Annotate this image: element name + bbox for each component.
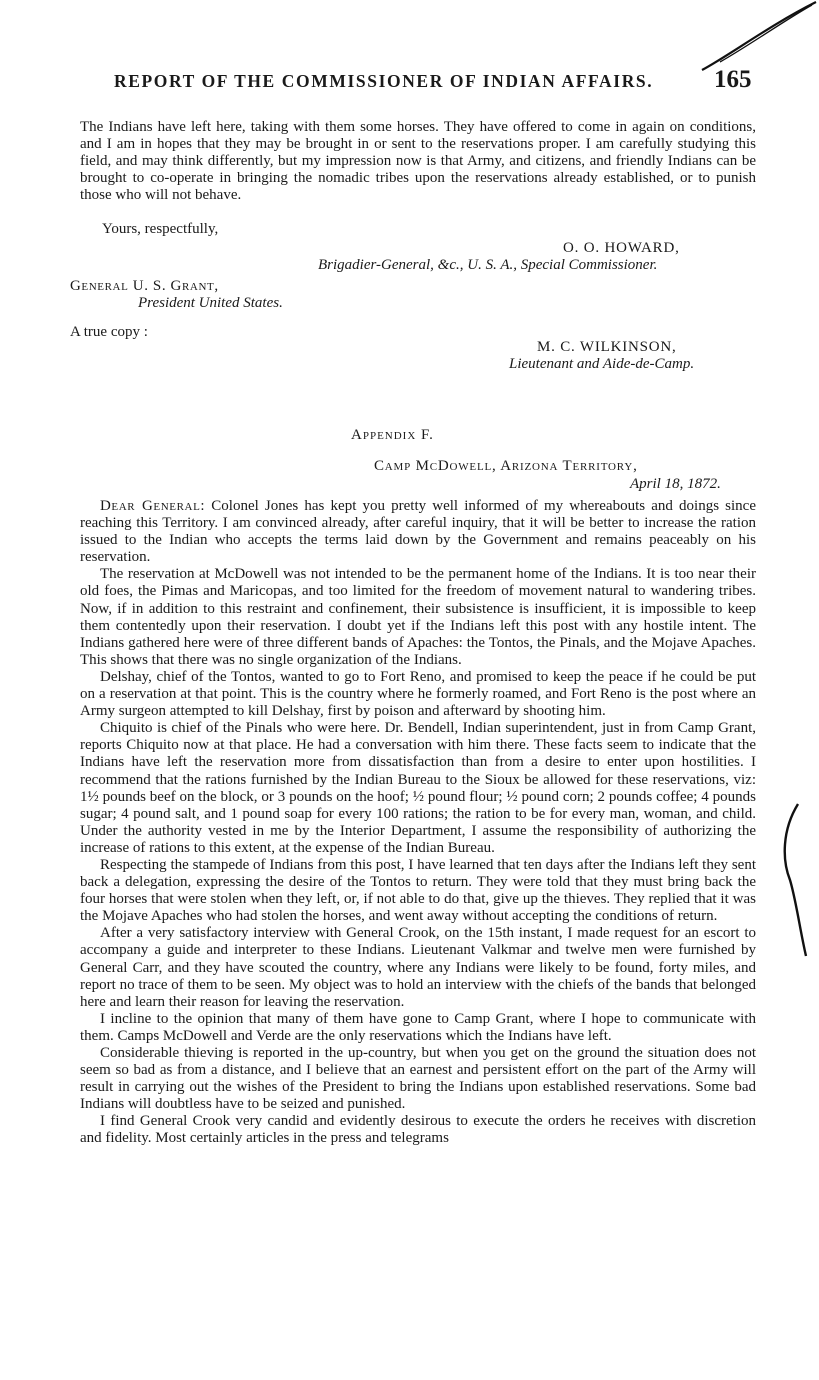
paragraph: I incline to the opinion that many of them have gone to Camp Grant, where I hope to communicate with them. Camps McDowell and Verde are the only reservations which the Indians have left. — [80, 1010, 756, 1044]
addressee-title: President United States. — [138, 295, 283, 311]
salutation: Dear General: — [100, 498, 206, 514]
appendix-letter-body — [80, 498, 756, 1148]
true-copy-label: A true copy : — [70, 324, 148, 340]
signer-name: O. O. HOWARD, — [563, 240, 680, 256]
paragraph: Delshay, chief of the Tontos, wanted to go to Fort Reno, and promised to keep the peace if he could be put on a reservation at that point. This is the country where he formerly roamed, and Fort Reno is the post where an Army surgeon attempted to kill Delshay, first by poison and afterward by shooting him. — [80, 668, 756, 720]
copy-signer-name: M. C. WILKINSON, — [537, 339, 677, 355]
paragraph: Chiquito is chief of the Pinals who were here. Dr. Bendell, Indian superintendent, just in from Camp Grant, reports Chiquito now at that place. He had a conversation with him there. These facts seem to indicate that the Indians have left the reservation more from dissatisfaction than from a desire to enter upon hostilities. I recommend that the rations furnished by the Indian Bureau to the Sioux be allowed for these reservations, viz: 1½ pounds beef on the block, or 3 pounds on the hoof; ½ pound flour; ½ pound corn; 2 pounds coffee; 4 pounds sugar; 4 pound salt, and 1 pound soap for every 100 rations; the ration to be for every man, woman, and child. Under the authority vested in me by the Interior Department, I assume the responsibility of authorizing the increase of rations to this extent, at the expense of the Indian Bureau. — [80, 720, 756, 856]
header-title: REPORT OF THE COMMISSIONER OF INDIAN AFFAIRS. — [114, 71, 654, 91]
signer-title: Brigadier-General, &c., U. S. A., Special Commissioner. — [318, 257, 658, 273]
letter-closing-paragraph: The Indians have left here, taking with them some horses. They have offered to come in again on conditions, and I am in hopes that they may be brought in or sent to the reservations proper. I am carefully studying this field, and may think differently, but my impression now is that Army, and citizens, and friendly Indians can be brought to co-operate in bringing the nomadic tribes upon the reservations already established, or to punish those who will not behave. — [80, 119, 756, 203]
letter-closing-paragraph-block — [80, 119, 756, 204]
page-number: 165 — [714, 66, 752, 93]
paragraph: After a very satisfactory interview with General Crook, on the 15th instant, I made request for an escort to accompany a guide and interpreter to these Indians. Lieutenant Valkmar and twelve men were furnished by General Carr, and they have scouted the country, where any Indians were likely to be found, forty miles, and report no trace of them to be seen. My object was to hold an interview with the chiefs of the bands that belonged here and learn their reason for leaving the reservation. — [80, 925, 756, 1010]
paragraph: The reservation at McDowell was not intended to be the permanent home of the Indians. It is too near their old foes, the Pimas and Maricopas, and too limited for the freedom of movement natural to wandering tribes. Now, if in addition to this restraint and confinement, their subsistence is insufficient, it is impossible to keep them contentedly upon their reservation. I doubt yet if the Indians left this post with any hostile intent. The Indians gathered here were of three different bands of Apaches: the Tontos, the Pinals, and the Mojave Apaches. This shows that there was no single organization of the Indians. — [80, 566, 756, 668]
appendix-heading: Appendix F. — [351, 427, 434, 443]
letter-date: April 18, 1872. — [630, 476, 721, 492]
paragraph: Dear General: Colonel Jones has kept you pretty well informed of my whereabouts and doings since reaching this Territory. I am convinced already, after careful inquiry, that it will be better to increase the ration issued to the Indian who accepts the terms laid down by the Government and remains peaceably on his reservation. — [80, 498, 756, 566]
addressee-name: General U. S. Grant, — [70, 278, 219, 294]
margin-bracket-mark — [776, 800, 816, 960]
letter-place: Camp McDowell, Arizona Territory, — [374, 458, 638, 474]
paragraph: I find General Crook very candid and evidently desirous to execute the orders he receives with discretion and fidelity. Most certainly articles in the press and telegrams — [80, 1113, 756, 1147]
page-header — [114, 64, 766, 100]
closing-salutation: Yours, respectfully, — [102, 221, 219, 237]
copy-signer-title: Lieutenant and Aide-de-Camp. — [509, 356, 695, 372]
paragraph: Considerable thieving is reported in the up-country, but when you get on the ground the situation does not seem so bad as from a distance, and I believe that an earnest and persistent effort on the part of the Army will result in carrying out the wishes of the President to bring the Indians upon established reservations. Some bad Indians will doubtless have to be seized and punished. — [80, 1045, 756, 1113]
paragraph: Respecting the stampede of Indians from this post, I have learned that ten days after the Indians left they sent back a delegation, expressing the desire of the Tontos to return. They were told that they must bring back the four horses that were stolen when they left, or, if not able to do that, give up the thieves. They replied that it was the Mojave Apaches who had stolen the horses, and went away without accepting the conditions of return. — [80, 856, 756, 925]
